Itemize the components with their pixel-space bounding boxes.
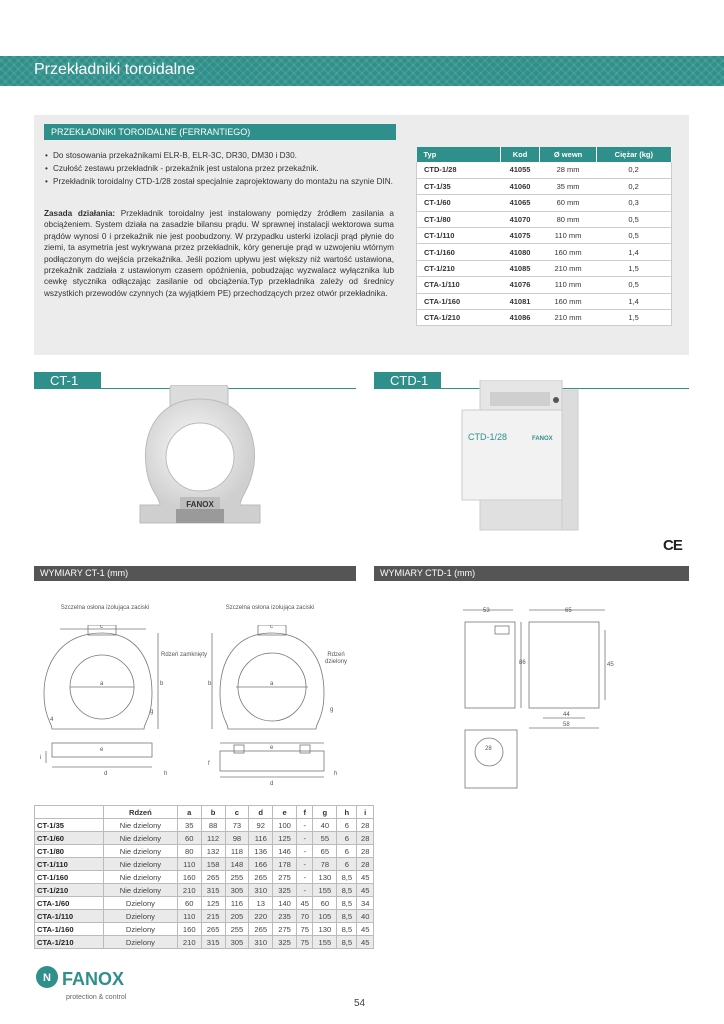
- table-cell: 158: [201, 858, 225, 871]
- table-row: [35, 936, 374, 949]
- footer-brand: FANOX: [62, 969, 125, 989]
- table-cell: CTD-1/28: [417, 162, 501, 178]
- table-cell: 0,5: [596, 277, 671, 293]
- dim-width-65: 65: [565, 608, 572, 614]
- dim-e-label: e: [270, 745, 274, 751]
- table-cell: 75: [296, 923, 312, 936]
- table-cell: CT-1/60: [35, 832, 104, 845]
- table-cell: CTA-1/110: [417, 277, 501, 293]
- table-cell: 8,5: [337, 923, 357, 936]
- dim-h-label: h: [164, 771, 168, 777]
- table-cell: 80 mm: [540, 211, 596, 227]
- table-cell: 210 mm: [540, 310, 596, 326]
- dim-h-label: h: [334, 771, 338, 777]
- description-text: Przekładnik toroidalny jest instalowany pomiędzy źródłem zasilania a obciążeniem. System działa na zasadzie bilansu prądu. W sprawnej instalacji wektorowa suma prądów wynosi 0 i przekaźnik nie jest poobudzony. W przypadku usterki izolacji prąd płynie do ziemi, ta asymetria jest wykrywana przez przekładnik, kóry generuje prąd w uzwojeniu wtórnym podłączonym do wejścia przekaźnika. Jeśli poziom upływu jest większy niż wartość ustawiona, przekaźnik zadziała z ustawionym czasem opóźnienia, pobudzając wyzwalacz wyłącznika lub cewkę stycznika odłączając zasilanie od obciążenia.Typ przekładnika zależy od średnicy wszystkich przewodów czynnych (za wyjątkiem PE) przechodzących przez otwór przekładnika.: [44, 209, 394, 298]
- dim-f-label: f: [208, 761, 210, 767]
- table-cell: 1,4: [596, 293, 671, 309]
- table-cell: 41060: [500, 178, 540, 194]
- page-title: Przekładniki toroidalne: [34, 61, 195, 78]
- ct1-drawing-closed: [40, 625, 175, 785]
- table-cell: 118: [225, 845, 249, 858]
- table-cell: CTA-1/60: [35, 897, 104, 910]
- table-cell: 41075: [500, 228, 540, 244]
- table-cell: CT-1/35: [417, 178, 501, 194]
- list-item: • Do stosowania przekaźnikami ELR-B, ELR-3C, DR30, DM30 i D30.: [44, 150, 394, 161]
- table-cell: 136: [249, 845, 273, 858]
- table-cell: 160: [177, 871, 201, 884]
- table-cell: Nie dzielony: [103, 871, 177, 884]
- table-cell: 210 mm: [540, 260, 596, 276]
- table-cell: 41055: [500, 162, 540, 178]
- column-header: Rdzeń: [103, 806, 177, 819]
- table-cell: 60 mm: [540, 195, 596, 211]
- table-cell: 80: [177, 845, 201, 858]
- table-cell: 0,2: [596, 162, 671, 178]
- table-cell: 155: [313, 936, 337, 949]
- table-row: [417, 277, 672, 293]
- table-cell: 8,5: [337, 910, 357, 923]
- cta-drawing-split: [200, 625, 345, 785]
- table-row: [417, 310, 672, 326]
- table-cell: -: [296, 832, 312, 845]
- table-cell: 255: [225, 871, 249, 884]
- dim-d-label: d: [270, 781, 274, 785]
- table-cell: CT-1/80: [35, 845, 104, 858]
- table-cell: 60: [313, 897, 337, 910]
- table-row: [417, 293, 672, 309]
- table-cell: 28: [357, 832, 374, 845]
- table-cell: 35: [177, 819, 201, 832]
- label-split-core: Rdzeń dzielony: [324, 652, 347, 665]
- table-cell: Dzielony: [103, 897, 177, 910]
- description-paragraph: [44, 208, 394, 299]
- table-cell: 0,3: [596, 195, 671, 211]
- ctd1-brand-mark: FANOX: [532, 436, 553, 442]
- column-header: h: [337, 806, 357, 819]
- table-cell: 315: [201, 936, 225, 949]
- table-cell: 178: [273, 858, 297, 871]
- table-cell: 28: [357, 819, 374, 832]
- table-cell: 110 mm: [540, 228, 596, 244]
- table-cell: 110: [177, 910, 201, 923]
- table-row: [35, 923, 374, 936]
- column-header: e: [273, 806, 297, 819]
- table-cell: 210: [177, 936, 201, 949]
- dim-4-label: 4: [50, 717, 54, 723]
- table-cell: 41070: [500, 211, 540, 227]
- table-cell: 41065: [500, 195, 540, 211]
- table-cell: 45: [357, 936, 374, 949]
- column-header: f: [296, 806, 312, 819]
- table-cell: 1,5: [596, 260, 671, 276]
- table-cell: 45: [357, 923, 374, 936]
- ce-mark: CE: [663, 537, 682, 554]
- footer-tagline: protection & control: [66, 994, 127, 1001]
- table-cell: CT-1/160: [35, 871, 104, 884]
- table-cell: 60: [177, 832, 201, 845]
- product-tag-ct1: CT-1: [34, 372, 101, 389]
- table-cell: Nie dzielony: [103, 819, 177, 832]
- table-row: [35, 819, 374, 832]
- table-cell: 132: [201, 845, 225, 858]
- table-cell: 41086: [500, 310, 540, 326]
- table-cell: Dzielony: [103, 910, 177, 923]
- table-cell: 235: [273, 910, 297, 923]
- table-row: [35, 845, 374, 858]
- table-cell: CTA-1/160: [35, 923, 104, 936]
- product-tag-ctd1: CTD-1: [374, 372, 441, 389]
- table-row: [417, 178, 672, 194]
- table-row: [35, 832, 374, 845]
- table-cell: 78: [313, 858, 337, 871]
- table-cell: 325: [273, 884, 297, 897]
- table-row: [35, 884, 374, 897]
- table-cell: 210: [177, 884, 201, 897]
- table-cell: 70: [296, 910, 312, 923]
- description-label: Zasada działania:: [44, 209, 116, 218]
- table-cell: 1,5: [596, 310, 671, 326]
- table-cell: 1,4: [596, 244, 671, 260]
- table-cell: Dzielony: [103, 936, 177, 949]
- table-cell: 41081: [500, 293, 540, 309]
- list-item: • Czułość zestawu przekładnik - przekaźnik jest ustalona przez przekaźnik.: [44, 163, 394, 174]
- table-cell: 166: [249, 858, 273, 871]
- dims-bar-ct1: WYMIARY CT-1 (mm): [34, 566, 356, 581]
- table-cell: 41076: [500, 277, 540, 293]
- page-number: 54: [354, 998, 366, 1009]
- table-cell: CTA-1/110: [35, 910, 104, 923]
- table-cell: 55: [313, 832, 337, 845]
- column-header: c: [225, 806, 249, 819]
- table-cell: CTA-1/210: [35, 936, 104, 949]
- table-cell: 255: [225, 923, 249, 936]
- table-cell: 125: [201, 897, 225, 910]
- dim-e-label: e: [100, 747, 104, 753]
- table-cell: 305: [225, 936, 249, 949]
- table-cell: 41080: [500, 244, 540, 260]
- dim-g-label: g: [150, 709, 154, 715]
- table-cell: 6: [337, 858, 357, 871]
- table-cell: 265: [201, 871, 225, 884]
- table-cell: 8,5: [337, 936, 357, 949]
- dim-a-label: a: [270, 681, 274, 687]
- table-cell: 265: [249, 871, 273, 884]
- column-header: d: [249, 806, 273, 819]
- table-row: [35, 897, 374, 910]
- section-title: PRZEKŁADNIKI TOROIDALNE (FERRANTIEGO): [44, 124, 396, 140]
- dim-a-label: a: [100, 681, 104, 687]
- table-cell: 325: [273, 936, 297, 949]
- table-row: [417, 228, 672, 244]
- table-cell: 45: [357, 884, 374, 897]
- dim-height-86: 86: [519, 660, 526, 666]
- table-cell: 40: [357, 910, 374, 923]
- table-cell: CT-1/110: [417, 228, 501, 244]
- table-cell: CT-1/210: [417, 260, 501, 276]
- table-cell: CTA-1/160: [417, 293, 501, 309]
- table-cell: -: [296, 871, 312, 884]
- ctd1-drawing: [455, 600, 625, 795]
- dim-c-label: c: [100, 625, 103, 630]
- label-sealed-cover-1: Szczelna osłona izolująca zaciski: [60, 605, 150, 611]
- table-cell: CT-1/80: [417, 211, 501, 227]
- dim-i-label: i: [40, 755, 42, 761]
- spec-table: [416, 147, 672, 326]
- table-cell: 0,5: [596, 211, 671, 227]
- table-cell: CT-1/35: [35, 819, 104, 832]
- page-banner: [0, 56, 724, 86]
- column-header: b: [201, 806, 225, 819]
- table-cell: -: [296, 858, 312, 871]
- table-cell: -: [296, 884, 312, 897]
- ct1-brand-mark: FANOX: [186, 500, 214, 509]
- table-cell: 160: [177, 923, 201, 936]
- table-cell: 65: [313, 845, 337, 858]
- table-cell: 73: [225, 819, 249, 832]
- table-row: [417, 211, 672, 227]
- table-cell: 110 mm: [540, 277, 596, 293]
- dim-g-label: g: [330, 707, 334, 713]
- table-row: [417, 162, 672, 178]
- dim-hole-28: 28: [485, 746, 492, 752]
- table-row: [35, 871, 374, 884]
- table-cell: 310: [249, 936, 273, 949]
- table-cell: CT-1/210: [35, 884, 104, 897]
- table-row: [417, 260, 672, 276]
- table-cell: 275: [273, 871, 297, 884]
- table-cell: 160 mm: [540, 293, 596, 309]
- table-cell: 28: [357, 858, 374, 871]
- table-cell: 116: [249, 832, 273, 845]
- label-closed-core: Rdzeń zamknięty: [160, 652, 208, 658]
- table-cell: Nie dzielony: [103, 845, 177, 858]
- table-cell: 140: [273, 897, 297, 910]
- table-cell: Dzielony: [103, 923, 177, 936]
- table-cell: 45: [296, 897, 312, 910]
- table-cell: 215: [201, 910, 225, 923]
- table-cell: 45: [357, 871, 374, 884]
- table-cell: 146: [273, 845, 297, 858]
- label-sealed-cover-2: Szczelna osłona izolująca zaciski: [225, 605, 315, 611]
- dimensions-table: [34, 805, 374, 949]
- table-cell: 6: [337, 845, 357, 858]
- dim-d-label: d: [104, 771, 108, 777]
- table-row: [35, 910, 374, 923]
- dim-width-53: 53: [483, 608, 490, 614]
- table-cell: 8,5: [337, 884, 357, 897]
- table-cell: 0,2: [596, 178, 671, 194]
- dim-width-58: 58: [563, 722, 570, 728]
- table-cell: -: [296, 845, 312, 858]
- column-header: Ø wewn: [540, 147, 596, 162]
- table-cell: 130: [313, 923, 337, 936]
- ctd1-product-image: [460, 380, 580, 540]
- table-cell: 275: [273, 923, 297, 936]
- table-cell: 28: [357, 845, 374, 858]
- table-cell: 60: [177, 897, 201, 910]
- table-cell: 205: [225, 910, 249, 923]
- table-cell: 0,5: [596, 228, 671, 244]
- table-cell: 100: [273, 819, 297, 832]
- table-cell: 315: [201, 884, 225, 897]
- column-header: Typ: [417, 147, 501, 162]
- table-row: [417, 195, 672, 211]
- table-cell: CT-1/60: [417, 195, 501, 211]
- table-cell: CT-1/160: [417, 244, 501, 260]
- table-cell: 130: [313, 871, 337, 884]
- ct1-product-image: [130, 385, 270, 535]
- table-cell: Nie dzielony: [103, 832, 177, 845]
- table-cell: 8,5: [337, 871, 357, 884]
- table-cell: 148: [225, 858, 249, 871]
- list-item: • Przekładnik toroidalny CTD-1/28 został specjalnie zaprojektowany do montażu na szynie DIN.: [44, 176, 394, 187]
- column-header: Kod: [500, 147, 540, 162]
- feature-list: [44, 150, 394, 189]
- table-cell: 75: [296, 936, 312, 949]
- dim-c-label: c: [270, 625, 273, 630]
- dim-width-44: 44: [563, 712, 570, 718]
- table-cell: CTA-1/210: [417, 310, 501, 326]
- table-cell: 155: [313, 884, 337, 897]
- table-cell: 265: [201, 923, 225, 936]
- dims-bar-ctd1: WYMIARY CTD-1 (mm): [374, 566, 689, 581]
- table-cell: 40: [313, 819, 337, 832]
- table-cell: 34: [357, 897, 374, 910]
- table-cell: 116: [225, 897, 249, 910]
- table-cell: 220: [249, 910, 273, 923]
- column-header: Ciężar (kg): [596, 147, 671, 162]
- table-cell: Nie dzielony: [103, 884, 177, 897]
- table-row: [35, 858, 374, 871]
- table-cell: 160 mm: [540, 244, 596, 260]
- table-cell: 88: [201, 819, 225, 832]
- table-cell: CT-1/110: [35, 858, 104, 871]
- table-cell: 8,5: [337, 897, 357, 910]
- table-cell: 6: [337, 819, 357, 832]
- column-header: i: [357, 806, 374, 819]
- table-cell: 105: [313, 910, 337, 923]
- table-cell: 41085: [500, 260, 540, 276]
- table-cell: 265: [249, 923, 273, 936]
- table-cell: 305: [225, 884, 249, 897]
- table-cell: 110: [177, 858, 201, 871]
- table-row: [417, 244, 672, 260]
- column-header: g: [313, 806, 337, 819]
- table-cell: 28 mm: [540, 162, 596, 178]
- ctd1-model-label: CTD-1/28: [468, 432, 508, 442]
- column-header: [35, 806, 104, 819]
- table-cell: 310: [249, 884, 273, 897]
- table-cell: 13: [249, 897, 273, 910]
- table-cell: 125: [273, 832, 297, 845]
- table-cell: 35 mm: [540, 178, 596, 194]
- table-cell: Nie dzielony: [103, 858, 177, 871]
- table-cell: 112: [201, 832, 225, 845]
- dim-b-label: b: [208, 681, 212, 687]
- table-cell: 6: [337, 832, 357, 845]
- dim-b-label: b: [160, 681, 164, 687]
- table-cell: 98: [225, 832, 249, 845]
- table-cell: -: [296, 819, 312, 832]
- table-cell: 92: [249, 819, 273, 832]
- column-header: a: [177, 806, 201, 819]
- svg-text:N: N: [43, 972, 51, 984]
- dim-height-45: 45: [607, 662, 614, 668]
